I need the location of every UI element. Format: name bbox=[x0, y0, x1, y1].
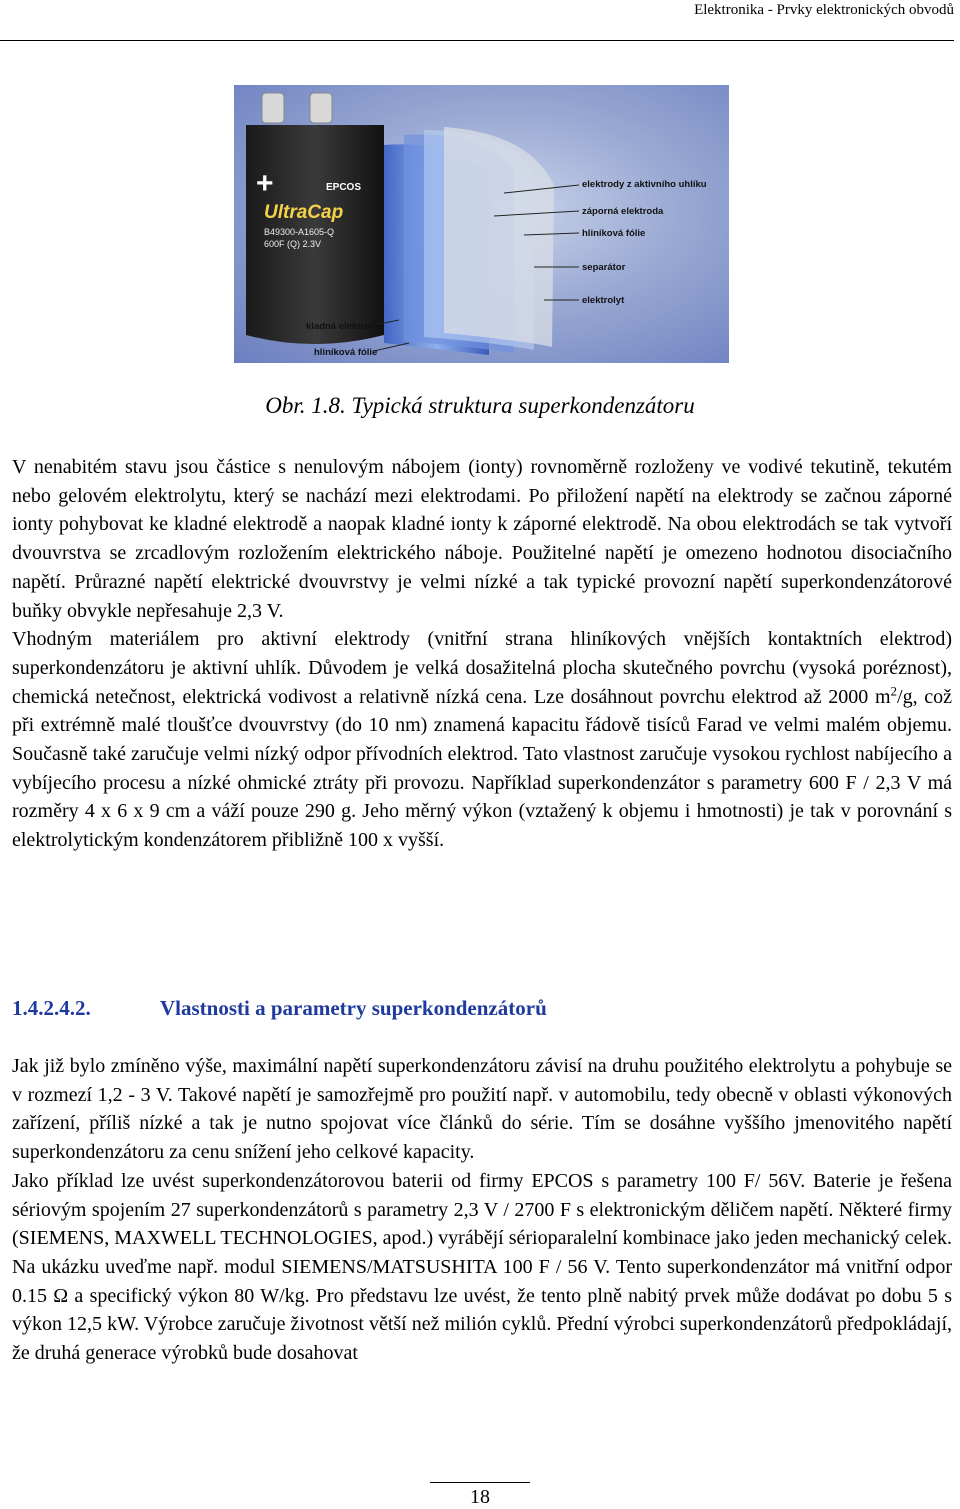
label-aluminium-foil-right: hliníková fólie bbox=[582, 228, 646, 239]
section1-body bbox=[12, 453, 952, 855]
section-heading bbox=[12, 996, 952, 1021]
product-label: UltraCap bbox=[264, 202, 344, 223]
figure-caption: Obr. 1.8. Typická struktura superkondenzátoru bbox=[265, 393, 695, 418]
label-negative-electrode: záporná elektroda bbox=[582, 206, 664, 217]
label-active-carbon: elektrody z aktivního uhlíku bbox=[582, 179, 707, 190]
paragraph-text: Vhodným materiálem pro aktivní elektrody (vnitřní strana hliníkových vnějších kontaktních elektrod) superkondenzátoru je aktivní uhlík. Důvodem je velká dosažitelná plocha skutečného povrchu (vysoká poréznost), chemická netečnost, elektrická vodivost a relativně nízká cena. Lze dosáhnout povrchu elektrod až 2000 m bbox=[12, 628, 952, 708]
supercapacitor-illustration bbox=[234, 85, 729, 363]
footer-rule bbox=[430, 1482, 530, 1483]
section2-body bbox=[12, 1052, 952, 1368]
paragraph: Jako příklad lze uvést superkondenzátorovou baterii od firmy EPCOS s parametry 100 F/ 56V. Baterie je řešena sériovým spojením 27 superkondenzátorů s parametry 2,3 V / 2700 F s elektronickým děličem napětí. Některé firmy (SIEMENS, MAXWELL TECHNOLOGIES, apod.) vyrábějí sérioparalelní kombinace jako jeden mechanický celek. Na ukázku uveďme např. modul SIEMENS/MATSUSHITA 100 F / 56 V. Tento superkondenzátor má vnitřní odpor 0.15 Ω a specifický výkon 80 W/kg. Pro představu lze uvést, že tento plně nabitý prvek může dodávat po dobu 5 s výkon 12,5 kW. Výrobce zaručuje životnost větší než milión cyklů. Přední výrobci superkondenzátorů předpokládají, že druhá generace výrobků bude dosahovat bbox=[12, 1169, 952, 1365]
terminal-right bbox=[310, 93, 332, 123]
brand-label: EPCOS bbox=[326, 182, 362, 193]
supercapacitor-figure bbox=[234, 85, 729, 363]
running-header bbox=[0, 0, 954, 41]
paragraph: V nenabitém stavu jsou částice s nenulovým nábojem (ionty) rovnoměrně rozloženy ve vodivé tekutině, tekutém nebo gelovém elektrolytu, který se nachází mezi elektrodami. Po přiložení napětí na elektrody se začnou záporné ionty pohybovat ke kladné elektrodě a naopak kladné ionty k záporné elektrodě. Na obou elektrodách se tak vytvoří dvouvrstva se zrcadlovým rozložením elektrického náboje. Použitelné napětí je omezeno hodnotou disociačního napětí. Průrazné napětí elektrické dvouvrstvy je velmi nízké a tak typické provozní napětí superkondenzátorové buňky obvykle nepřesahuje 2,3 V. bbox=[12, 456, 952, 622]
label-separator: separátor bbox=[582, 262, 626, 273]
label-positive-electrode: kladná elektroda bbox=[306, 321, 381, 332]
plus-sign: + bbox=[256, 167, 274, 200]
section-number: 1.4.2.4.2. bbox=[12, 996, 91, 1020]
superscript: 2 bbox=[890, 682, 898, 698]
section-title: Vlastnosti a parametry superkondenzátorů bbox=[160, 996, 547, 1020]
part-number-label: B49300-A1605-Q bbox=[264, 227, 335, 237]
foil-layer bbox=[444, 127, 554, 347]
paragraph-text: /g, což při extrémně malé tloušťce dvouvrstvy (do 10 nm) znamená kapacitu řádově tisíců Farad ve velmi malém objemu. Současně také zaručuje velmi nízký odpor přívodních elektrod. Tato vlastnost zaručuje vysokou rychlost nabíjecího a vybíjecího procesu a nízké ohmické ztráty při provozu. Například superkondenzátor s parametry 600 F / 2,3 V má rozměry 4 x 6 x 9 cm a váží pouze 290 g. Jeho měrný výkon (vztažený k objemu i hmotnosti) je tak v porovnání s elektrolytickým kondenzátorem přibližně 100 x vyšší. bbox=[12, 685, 952, 852]
paragraph bbox=[12, 625, 952, 855]
header-title: Elektronika - Prvky elektronických obvodů bbox=[694, 2, 954, 18]
label-electrolyte: elektrolyt bbox=[582, 295, 625, 306]
page-number: 18 bbox=[470, 1486, 490, 1508]
rating-label: 600F (Q) 2.3V bbox=[264, 239, 322, 249]
paragraph: Jak již bylo zmíněno výše, maximální napětí superkondenzátoru závisí na druhu použitého elektrolytu a pohybuje se v rozmezí 1,2 - 3 V. Takové napětí je samozřejmě pro použití např. v automobilu, tedy obecně v oblasti výkonových zařízení, příliš nízké a tak je nutno spojovat více článků do série. Tím se dosáhne vyššího jmenovitého napětí superkondenzátoru za cenu snížení jeho celkové kapacity. bbox=[12, 1055, 952, 1164]
label-aluminium-foil-bottom: hliníková fólie bbox=[314, 347, 378, 358]
terminal-left bbox=[262, 93, 284, 123]
